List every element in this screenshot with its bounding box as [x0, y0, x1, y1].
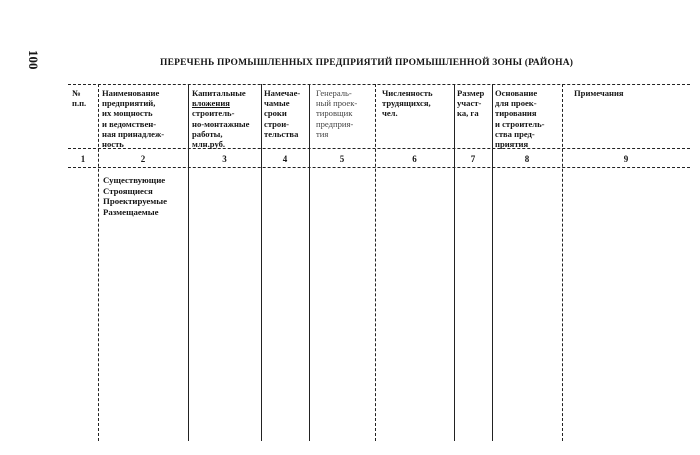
- column-divider-5: [375, 84, 376, 441]
- header-col-2: Наименование предприятий, их мощность и ведомствен- ная принадлеж- ность: [102, 88, 165, 150]
- column-divider-2: [188, 84, 189, 441]
- page-number: 100: [26, 50, 41, 70]
- column-number-7: 7: [470, 154, 476, 164]
- column-number-9: 9: [623, 154, 629, 164]
- column-divider-3: [261, 84, 262, 441]
- header-col-4: Намечае- чамые сроки строи- тельства: [264, 88, 301, 139]
- column-number-2: 2: [140, 154, 146, 164]
- column-number-4: 4: [282, 154, 288, 164]
- category-under-construction: Строящиеся: [103, 185, 153, 196]
- category-existing: Существующие: [103, 175, 166, 185]
- column-divider-8: [562, 84, 563, 441]
- header-col-9: Примечания: [574, 88, 624, 98]
- header-col-3: Капитальные вложения строитель- но-монтажные работы, млн.руб.: [192, 88, 250, 150]
- column-number-6: 6: [412, 154, 417, 164]
- number-row-bottom-border: [68, 167, 690, 168]
- column-number-5: 5: [339, 154, 345, 164]
- header-col-1: № п.п.: [72, 88, 87, 109]
- page-title: ПЕРЕЧЕНЬ ПРОМЫШЛЕННЫХ ПРЕДПРИЯТИЙ ПРОМЫШЛЕННОЙ ЗОНЫ (РАЙОНА): [160, 58, 574, 68]
- column-divider-4: [309, 84, 310, 441]
- category-allocated: Размещаемые: [103, 206, 159, 217]
- enterprise-list-table: [68, 0, 690, 455]
- header-col-7: Размер участ- ка, га: [457, 88, 485, 119]
- column-number-1: 1: [80, 154, 86, 164]
- column-divider-7: [492, 84, 493, 441]
- column-number-8: 8: [524, 154, 530, 164]
- table-top-border: [68, 84, 690, 85]
- header-col-8: Основание для проек- тирования и строитель- ства пред- приятия: [495, 88, 545, 150]
- header-col-6: Численность трудящихся, чел.: [382, 88, 433, 119]
- category-list: [103, 175, 167, 217]
- header-col-5: Генераль- ный проек- тировщик предприя- тия: [316, 88, 358, 139]
- column-divider-1: [98, 84, 99, 441]
- column-divider-6: [454, 84, 455, 441]
- category-projected: Проектируемые: [103, 196, 168, 207]
- column-number-3: 3: [222, 154, 227, 164]
